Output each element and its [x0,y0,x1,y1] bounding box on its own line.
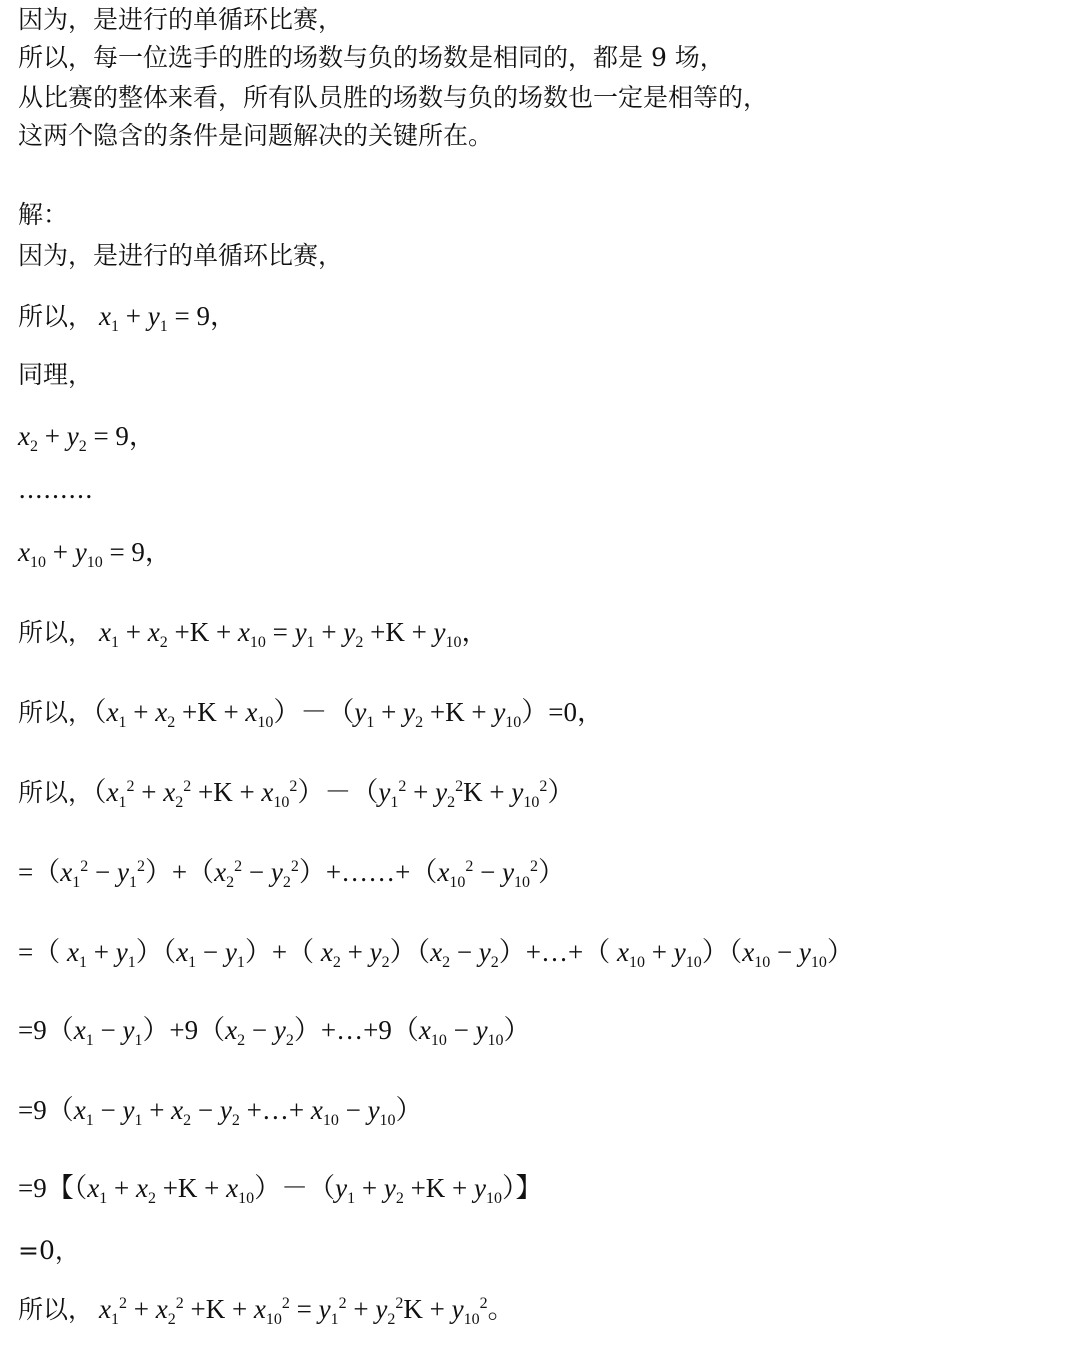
equation-prefix: 所以， [18,778,94,807]
equation-sum-difference: 所以，$(x_1 + x_2 +K + x_{10})-(y_1 + y_2 +K + y_{10})=0$， [18,697,605,731]
equation-prefix: 所以， [18,698,94,727]
equation-step-1: $=(x_1^2 - y_1^2)+(x_2^2$ − $y_2^2)+\dots\dots+(x_{10}^2 - y_{10}^2)$ [18,857,566,891]
equation-step-4: $=9(x_1 - y_1 + x_2 - y_2$ +…+ $x_{10} - y_{10}$） [18,1095,423,1129]
equation-square-difference: 所以，$(x_1^2 + x_2^2 +K + x_{10}^2)-(y_1^2 + y_2^2K + y_{10}^2)$ [18,777,575,811]
tongli-line: 同理， [18,360,94,389]
equation-sum-equal: 所以， $x_1 + x_2 +K + x_{10} = y_1 + y_2 +K + y_{10}$， [18,617,489,651]
equation-final: 所以， $x_1^2 + x_2^2 +K + x_{10}^2 = y_1^2 + y_2^2K + y_{10}^2$。 [18,1294,515,1328]
intro-line-1: 因为，是进行的单循环比赛， [18,5,344,34]
equation-prefix: 所以， [18,302,94,331]
solution-heading: 解： [18,200,69,229]
equation-x2-y2: $x_2 + y_2 = 9$， [18,421,156,455]
equation-step-2: =（ $x_1 + y_1)(x_1 - y_1)+$（ $x_2 + y_2)(x_2$ − $y_2)+\dots+$（ $x_{10} + y_{10})(x_{10} - y_{10})$ [18,937,854,971]
equation-step-3: $=9(x_1 - y_1)+9(x_2$ − $y_2)+\dots+9(x_{10} - y_{10})$ [18,1015,531,1049]
solution-line-1: 因为，是进行的单循环比赛， [18,241,344,270]
equation-step-5: =9【$(x_1 + x_2 +K + x_{10})-(y_1 + y_2 +K + y_{10})$】 [18,1173,543,1207]
equation-prefix: 所以， [18,618,94,647]
equation-x1-y1: 所以， $x_1 + y_1 = 9$， [18,301,237,335]
equation-prefix: 所以， [18,1295,94,1324]
equation-zero: =0， [18,1236,80,1265]
intro-line-2: 所以，每一位选手的胜的场数与负的场数是相同的，都是 9 场， [18,43,725,72]
equation-x10-y10: $x_{10} + y_{10} = 9$， [18,537,172,571]
intro-line-4: 这两个隐含的条件是问题解决的关键所在。 [18,121,494,150]
intro-line-3: 从比赛的整体来看，所有队员胜的场数与负的场数也一定是相等的， [18,83,769,112]
ellipsis-line: ……… [18,475,93,504]
